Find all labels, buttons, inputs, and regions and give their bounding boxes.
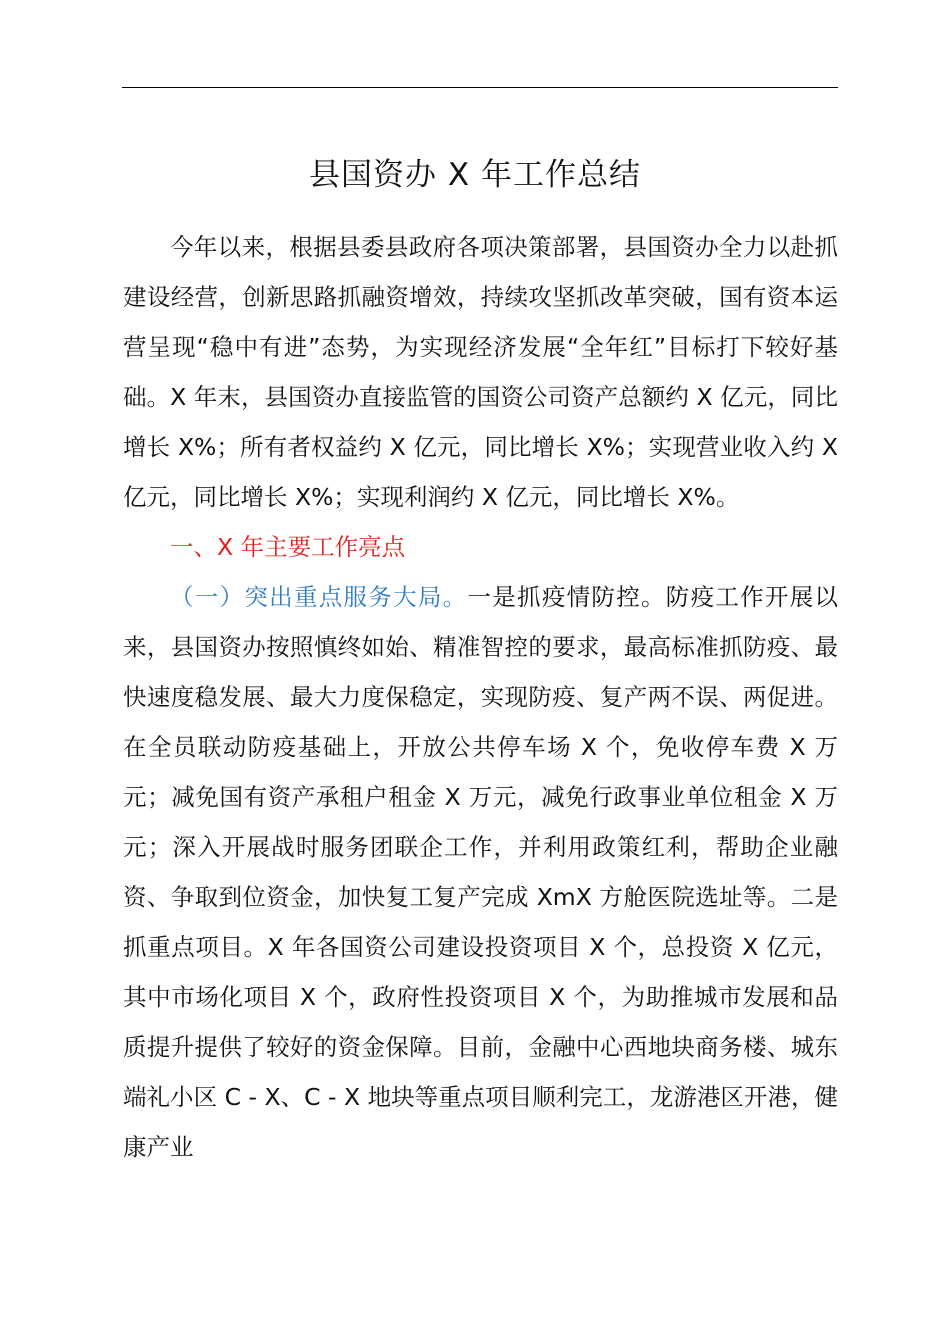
intro-paragraph: 今年以来，根据县委县政府各项决策部署，县国资办全力以赴抓建设经营，创新思路抓融资增效，持续攻坚抓改革突破，国有资本运营呈现“稳中有进”态势，为实现经济发展“全年红”目标打下较好基础。X 年末，县国资办直接监管的国资公司资产总额约 X 亿元，同比增长 X%；所有者权益约 X 亿元，同比增长 X%；实现营业收入约 X 亿元，同比增长 X%；实现利润约 X 亿元，同比增长 X%。	[123, 233, 838, 511]
subsection-text: 一是抓疫情防控。防疫工作开展以来，县国资办按照慎终如始、精准智控的要求，最高标准抓防疫、最快速度稳发展、最大力度保稳定，实现防疫、复产两不误、两促进。在全员联动防疫基础上，开放公共停车场 X 个，免收停车费 X 万元；减免国有资产承租户租金 X 万元，减免行政事业单位租金 X 万元；深入开展战时服务团联企工作，并利用政策红利，帮助企业融资、争取到位资金，加快复工复产完成 XmX 方舱医院选址等。二是抓重点项目。X 年各国资公司建设投资项目 X 个，总投资 X 亿元，其中市场化项目 X 个，政府性投资项目 X 个，为助推城市发展和品质提升提供了较好的资金保障。目前，金融中心西地块商务楼、城东端礼小区 C - X、C - X 地块等重点项目顺利完工，龙游港区开港，健康产业	[123, 583, 839, 1161]
subsection-paragraph	[123, 572, 838, 1172]
header-rule	[122, 87, 838, 88]
document-body	[123, 222, 838, 1172]
document-title: 县国资办 X 年工作总结	[309, 157, 641, 193]
section-heading: 一、X 年主要工作亮点	[170, 533, 406, 561]
subsection-heading: （一）突出重点服务大局。	[170, 583, 468, 611]
